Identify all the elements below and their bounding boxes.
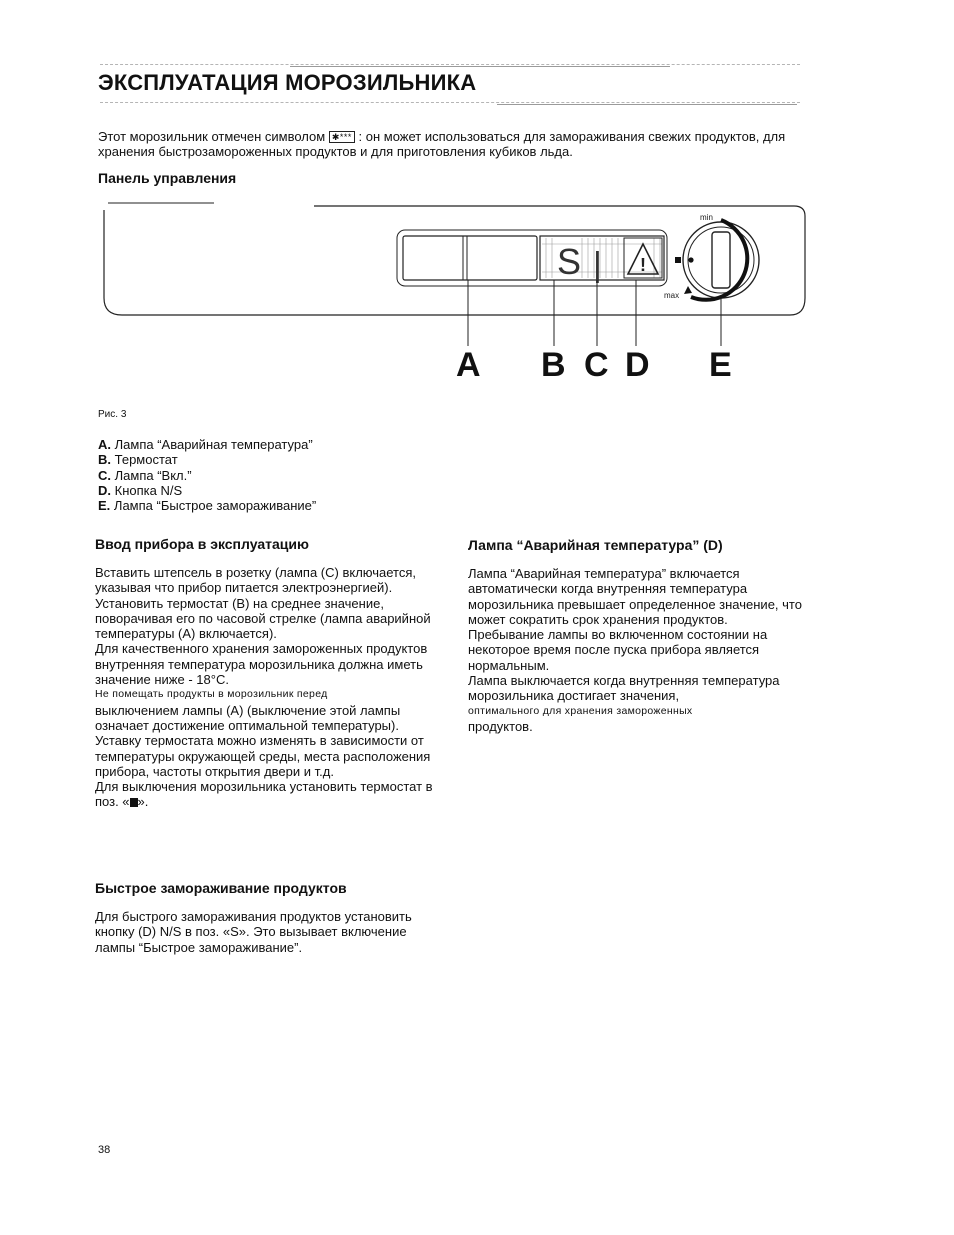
section-fast-p1: Для быстрого замораживания продуктов установить кнопку (D) N/S в поз. «S». Это вызывает включение лампы “Быстрое замораживание”.	[95, 909, 412, 955]
section-start-heading: Ввод прибора в эксплуатацию	[95, 536, 309, 552]
callout-lines	[468, 280, 721, 346]
figure-caption: Рис. 3	[98, 409, 127, 420]
section-alarm-body	[468, 566, 808, 734]
section-alarm-p3: Лампа выключается когда внутренняя температура морозильника достигает значения,	[468, 673, 780, 704]
legend-text: Лампа “Вкл.”	[114, 467, 192, 483]
frost-star-icon	[329, 131, 355, 143]
header-rule-bottom	[100, 102, 800, 103]
legend-item	[98, 498, 316, 513]
section-start-body	[95, 565, 435, 810]
section-fast-body	[95, 909, 435, 955]
section-fast-heading: Быстрое замораживание продуктов	[95, 880, 347, 896]
dial-knob-grip	[712, 232, 730, 288]
legend-text: Кнопка N/S	[114, 482, 183, 498]
dial-arrow-icon	[684, 286, 692, 294]
intro-paragraph	[98, 129, 798, 159]
legend-text: Лампа “Быстрое замораживание”	[113, 498, 317, 514]
frost-star-symbol-text: ✱***	[331, 132, 352, 142]
section-alarm-p3-small: оптимального для хранения замороженных	[468, 704, 693, 717]
control-panel-figure	[94, 198, 810, 388]
section-start-p5: Уставку термостата можно изменять в зависимости от температуры окружающей среды, места расположения прибора, частоты открытия двери и т.д.	[95, 733, 431, 779]
legend-item	[98, 468, 316, 483]
callout-a: A	[456, 346, 481, 384]
button-s-label: S	[557, 241, 582, 282]
legend-list	[98, 437, 316, 513]
section-start-p4-lead: Не помещать продукты в морозильник перед	[95, 688, 328, 701]
legend-letter: E.	[98, 498, 111, 514]
dial-min-label: min	[700, 213, 713, 222]
legend-item	[98, 452, 316, 467]
legend-item	[98, 483, 316, 498]
legend-letter: C.	[98, 467, 111, 483]
dial-pointer-dot-icon	[688, 257, 693, 262]
off-position-square-icon	[130, 798, 138, 807]
dial-off-mark-icon	[675, 257, 681, 263]
section-start-p3: Для качественного хранения замороженных продуктов внутренняя температура морозильника должна иметь значение ниже - 18°С.	[95, 641, 428, 688]
section-start-p6-before: Для выключения морозильника установить термостат в поз. «	[95, 779, 433, 810]
callout-c: C	[584, 346, 609, 384]
callout-b: B	[541, 346, 566, 384]
section-start-p4: выключением лампы (А) (выключение этой лампы означает достижение оптимальной температуры).	[95, 702, 401, 733]
intro-text-after: : он может использоваться для замораживания свежих продуктов, для хранения быстрозамороженных продуктов и для приготовления кубиков льда.	[98, 129, 786, 159]
lamp-a-window	[403, 236, 537, 280]
section-alarm-heading: Лампа “Аварийная температура” (D)	[468, 537, 723, 553]
callout-e: E	[709, 346, 732, 384]
callout-d: D	[625, 346, 650, 384]
panel-heading: Панель управления	[98, 170, 237, 186]
legend-letter: D.	[98, 482, 111, 498]
page-title: ЭКСПЛУАТАЦИЯ МОРОЗИЛЬНИКА	[98, 70, 477, 95]
legend-text: Лампа “Аварийная температура”	[114, 437, 313, 452]
section-start-p6	[95, 779, 435, 810]
button-i-label: |	[593, 246, 602, 284]
header-rule-top	[100, 64, 800, 65]
header-rule-bottom-solid	[497, 104, 797, 105]
page-number: 38	[98, 1144, 111, 1156]
section-start-p2: Установить термостат (В) на среднее значение, поворачивая его по часовой стрелке (лампа аварийной температуры (А) включается).	[95, 595, 431, 642]
legend-item	[98, 437, 316, 452]
section-alarm-p3-end: продуктов.	[468, 718, 533, 734]
warning-exclamation-icon: !	[640, 255, 646, 275]
header-rule-top-solid	[290, 66, 670, 67]
section-alarm-p2: Пребывание лампы во включенном состоянии на некоторое время после пуска прибора является нормальным.	[468, 627, 768, 673]
legend-text: Термостат	[114, 452, 178, 468]
legend-letter: B.	[98, 452, 111, 468]
dial-max-label: max	[664, 291, 680, 300]
section-start-p6-after: ».	[137, 794, 149, 810]
section-alarm-p1: Лампа “Аварийная температура” включается автоматически когда внутренняя температура морозильника превышает определенное значение, что может сократить срок хранения продуктов.	[468, 566, 802, 627]
control-panel-drawing	[94, 198, 810, 388]
legend-letter: A.	[98, 437, 111, 452]
section-start-p1: Вставить штепсель в розетку (лампа (С) включается, указывая что прибор питается электроэнергией).	[95, 565, 417, 596]
intro-text-before: Этот морозильник отмечен символом	[98, 129, 326, 144]
